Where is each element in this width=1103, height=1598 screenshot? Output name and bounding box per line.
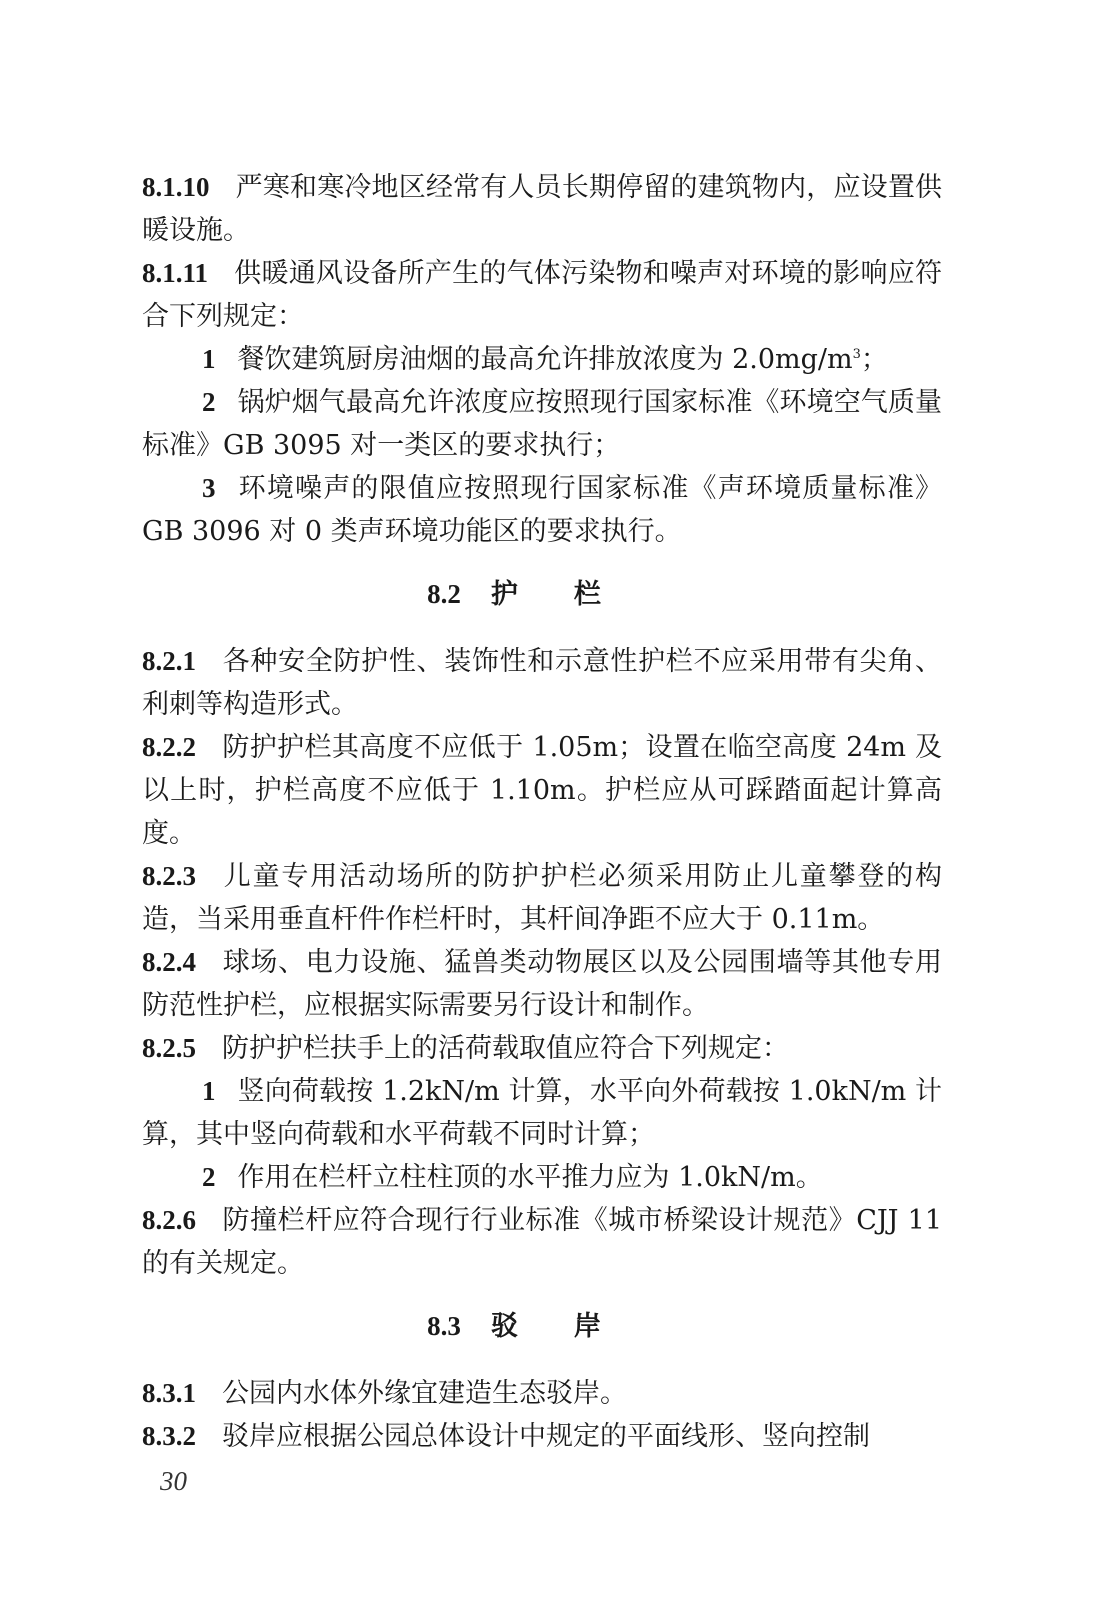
clause-8-1-11 [142, 252, 942, 338]
clause-text: 球场、电力设施、猛兽类动物展区以及公园围墙等其他专用防范性护栏，应根据实际需要另行设计和制作。 [142, 947, 942, 1021]
item-text: 作用在栏杆立柱柱顶的水平推力应为 1.0kN/m。 [237, 1162, 823, 1193]
clause-text: 公园内水体外缘宜建造生态驳岸。 [222, 1378, 627, 1409]
clause-text: 供暖通风设备所产生的气体污染物和噪声对环境的影响应符合下列规定： [142, 258, 942, 332]
page-number: 30 [160, 1466, 187, 1496]
clause-text: 儿童专用活动场所的防护护栏必须采用防止儿童攀登的构造，当采用垂直杆件作栏杆时，其杆间净距不应大于 0.11m。 [142, 861, 942, 935]
clause-text: 严寒和寒冷地区经常有人员长期停留的建筑物内，应设置供暖设施。 [142, 172, 942, 246]
clause-text: 驳岸应根据公园总体设计中规定的平面线形、竖向控制 [222, 1421, 870, 1452]
section-number: 8.3 [427, 1311, 461, 1341]
item-text: 竖向荷载按 1.2kN/m 计算，水平向外荷载按 1.0kN/m 计算，其中竖向荷载和水平荷载不同时计算； [142, 1076, 942, 1150]
item-text: 餐饮建筑厨房油烟的最高允许排放浓度为 2.0mg/m [237, 344, 853, 375]
clause-number: 8.1.10 [142, 172, 210, 202]
clause-number: 8.2.4 [142, 947, 196, 977]
clause-number: 8.2.1 [142, 646, 196, 676]
item-8-1-11-3 [142, 467, 942, 553]
item-text-tail: ； [860, 344, 888, 375]
clause-8-2-1 [142, 640, 942, 726]
item-number: 3 [202, 473, 216, 503]
clause-8-3-1 [142, 1372, 942, 1415]
item-8-2-5-1 [142, 1070, 942, 1156]
item-8-1-11-2 [142, 381, 942, 467]
clause-number: 8.1.11 [142, 258, 209, 288]
item-number: 1 [202, 344, 216, 374]
clause-number: 8.2.5 [142, 1033, 196, 1063]
item-number: 2 [202, 1162, 216, 1192]
clause-text: 防护护栏其高度不应低于 1.05m；设置在临空高度 24m 及以上时，护栏高度不应低于 1.10m。护栏应从可踩踏面起计算高度。 [142, 732, 942, 849]
item-8-1-11-1 [142, 338, 942, 381]
clause-8-1-10 [142, 166, 942, 252]
clause-number: 8.3.1 [142, 1378, 196, 1408]
section-title: 驳岸 [490, 1311, 657, 1342]
clause-text: 防撞栏杆应符合现行行业标准《城市桥梁设计规范》CJJ 11 的有关规定。 [142, 1205, 942, 1279]
item-8-2-5-2 [142, 1156, 942, 1199]
clause-8-2-5 [142, 1027, 942, 1070]
section-number: 8.2 [427, 579, 461, 609]
clause-number: 8.2.3 [142, 861, 196, 891]
section-title: 护栏 [490, 579, 657, 610]
superscript: 3 [852, 347, 861, 362]
clause-8-2-3 [142, 855, 942, 941]
item-text: 锅炉烟气最高允许浓度应按照现行国家标准《环境空气质量标准》GB 3095 对一类区的要求执行； [142, 387, 942, 461]
clause-number: 8.3.2 [142, 1421, 196, 1451]
clause-8-2-2 [142, 726, 942, 855]
item-text: 环境噪声的限值应按照现行国家标准《声环境质量标准》GB 3096 对 0 类声环境功能区的要求执行。 [142, 473, 942, 547]
clause-8-2-4 [142, 941, 942, 1027]
section-heading-8-3 [142, 1305, 942, 1348]
clause-8-2-6 [142, 1199, 942, 1285]
clause-number: 8.2.2 [142, 732, 196, 762]
clause-8-3-2 [142, 1415, 942, 1458]
document-body [142, 166, 942, 1458]
item-number: 1 [202, 1076, 216, 1106]
section-heading-8-2 [142, 573, 942, 616]
clause-text: 各种安全防护性、装饰性和示意性护栏不应采用带有尖角、利刺等构造形式。 [142, 646, 942, 720]
item-number: 2 [202, 387, 216, 417]
clause-number: 8.2.6 [142, 1205, 196, 1235]
clause-text: 防护护栏扶手上的活荷载取值应符合下列规定： [222, 1033, 789, 1064]
